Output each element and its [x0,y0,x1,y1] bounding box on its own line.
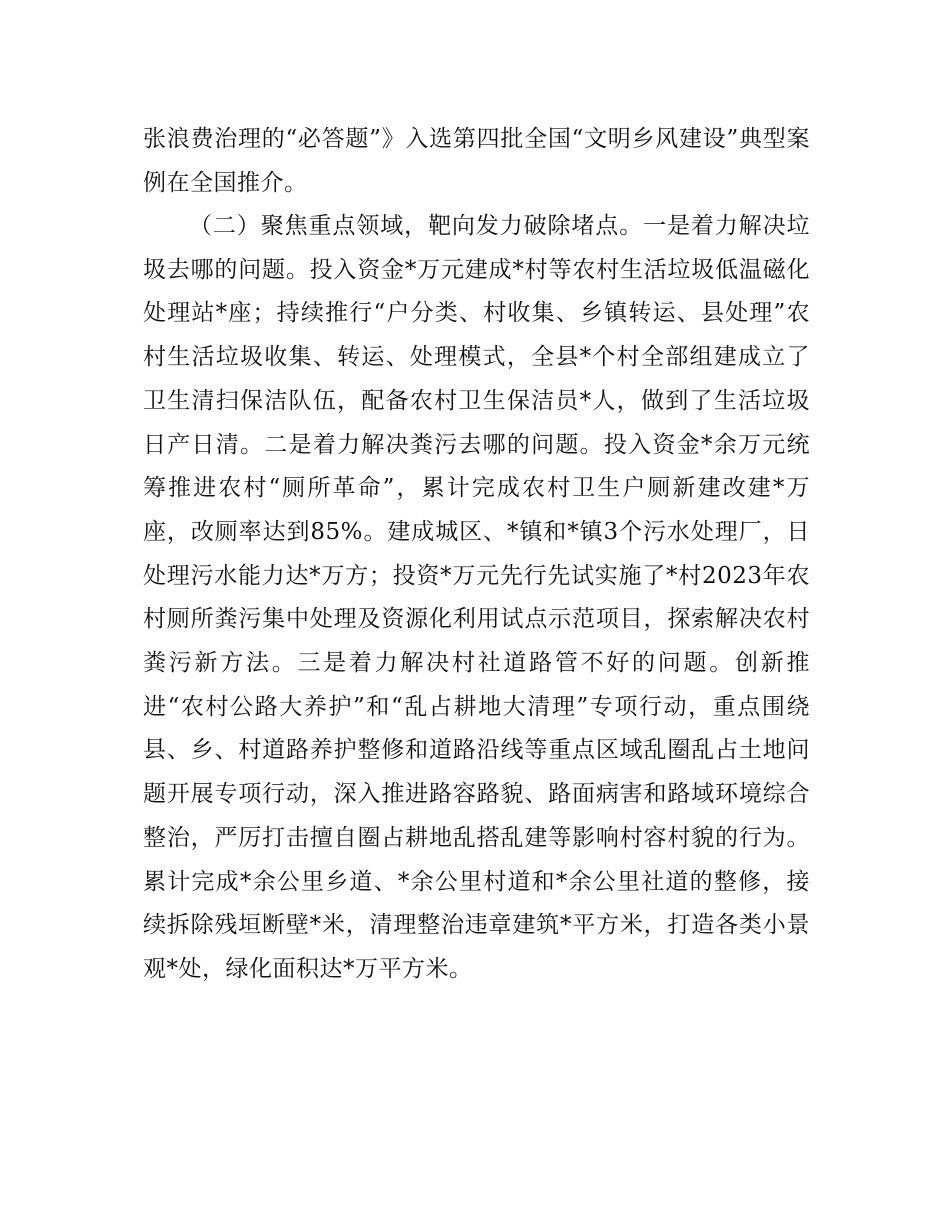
paragraph-continuation [143,118,810,205]
paragraph-key-areas [143,205,810,992]
paragraph-text: 张浪费治理的“必答题”》入选第四批全国“文明乡风建设”典型案例在全国推介。 [143,126,810,196]
paragraph-text: （二）聚焦重点领域，靶向发力破除堵点。一是着力解决垃圾去哪的问题。投入资金*万元建成*村等农村生活垃圾低温磁化处理站*座；持续推行“户分类、村收集、乡镇转运、县处理”农村生活垃圾收集、转运、处理模式，全县*个村全部组建成立了卫生清扫保洁队伍，配备农村卫生保洁员*人，做到了生活垃圾日产日清。二是着力解决粪污去哪的问题。投入资金*余万元统筹推进农村“厕所革命”，累计完成农村卫生户厕新建改建*万座，改厕率达到85%。建成城区、*镇和*镇3个污水处理厂，日处理污水能力达*万方；投资*万元先行先试实施了*村2023年农村厕所粪污集中处理及资源化利用试点示范项目，探索解决农村粪污新方法。三是着力解决村社道路管不好的问题。创新推进“农村公路大养护”和“乱占耕地大清理”专项行动，重点围绕县、乡、村道路养护整修和道路沿线等重点区域乱圈乱占土地问题开展专项行动，深入推进路容路貌、路面病害和路域环境综合整治，严厉打击擅自圈占耕地乱搭乱建等影响村容村貌的行为。累计完成*余公里乡道、*余公里村道和*余公里社道的整修，接续拆除残垣断壁*米，清理整治违章建筑*平方米，打造各类小景观*处，绿化面积达*万平方米。 [143,213,810,982]
